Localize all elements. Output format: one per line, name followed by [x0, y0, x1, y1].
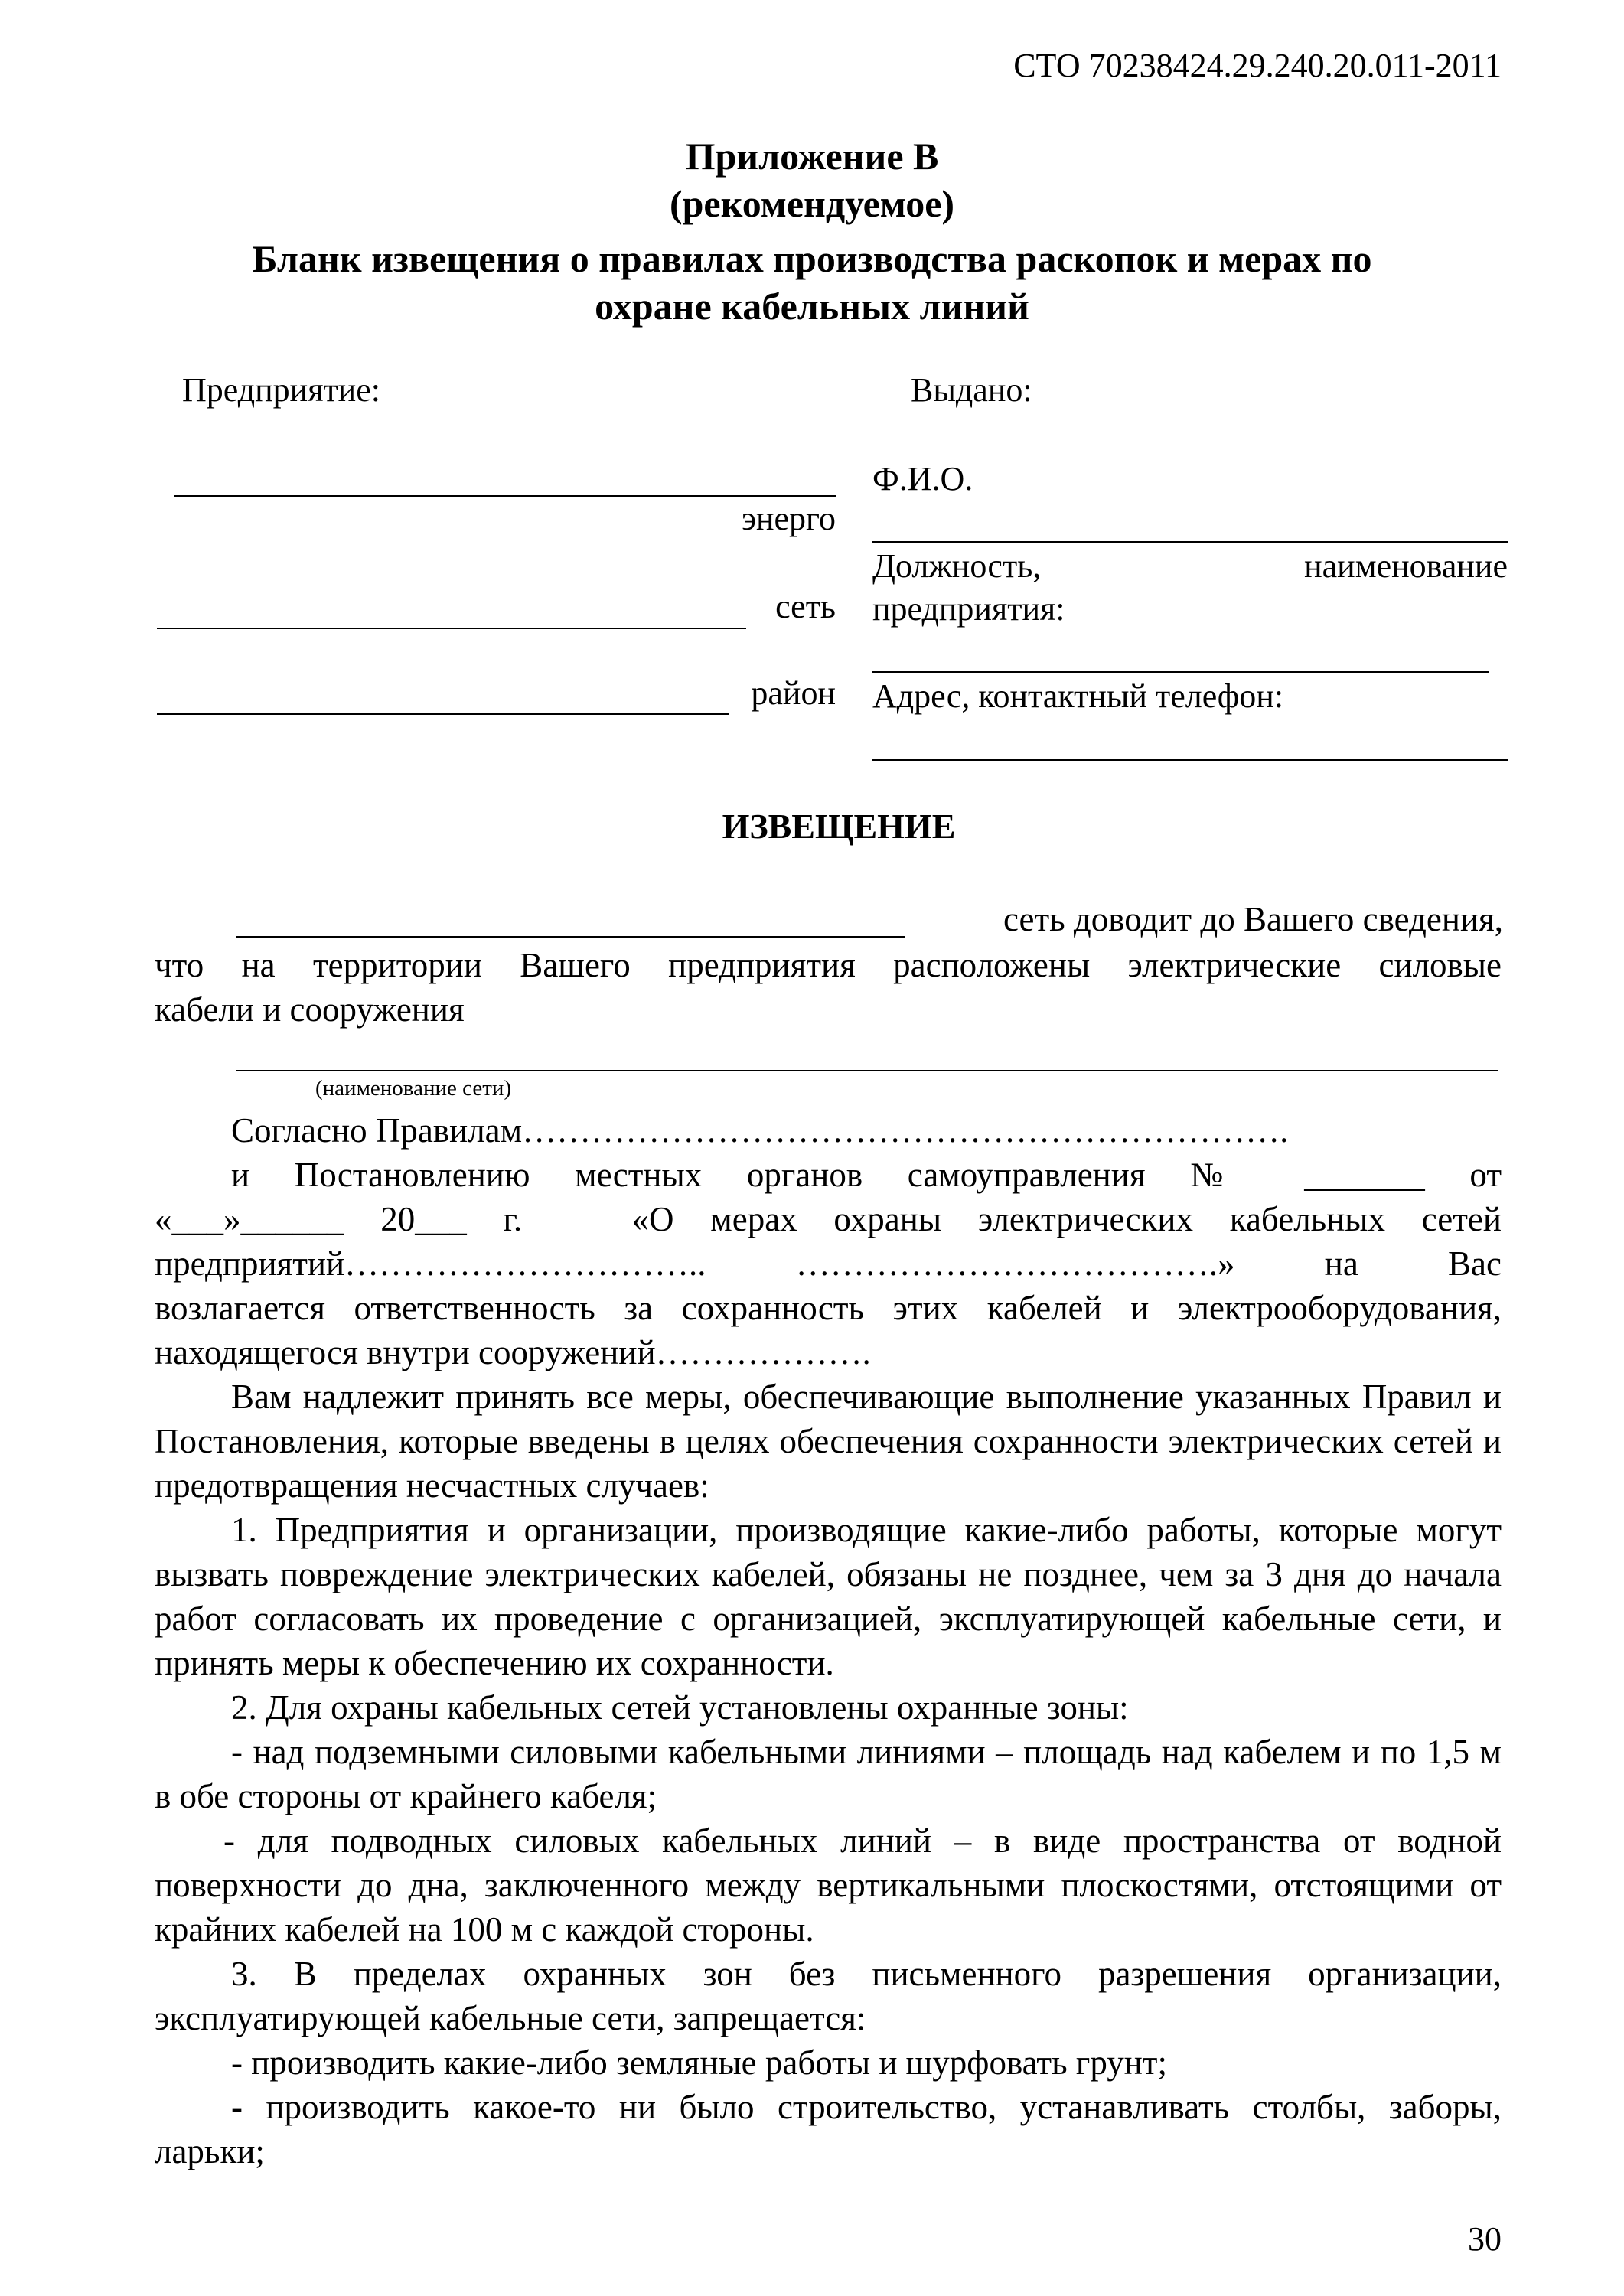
district-line: [157, 713, 729, 715]
energo-label: энерго: [742, 500, 836, 537]
document-code: СТО 70238424.29.240.20.011-2011: [1013, 47, 1502, 84]
item-1: 1. Предприятия и организации, производящие какие-либо работы, которые могут вызвать повреждение электрических кабелей, обязаны не позднее, чем за 3 дня до начала работ согласовать их проведение с организацией, эксплуатирующей кабельные сети, и принять меры к обеспечению их сохранности.: [155, 1511, 1502, 1682]
intro-end: сеть доводит до Вашего сведения,: [1003, 900, 1503, 938]
network-name-line-2: [236, 1070, 1498, 1071]
intro-line2: что на территории Вашего предприятия расположены электрические силовые: [155, 946, 1502, 984]
enterprise-label: Предприятие:: [182, 371, 380, 409]
decree-line5: находящегося внутри сооружений……………….: [155, 1333, 871, 1371]
item-3a: - производить какие-либо земляные работы и шурфовать грунт;: [231, 2043, 1167, 2082]
fio-line: [872, 541, 1508, 543]
district-label: район: [751, 674, 836, 712]
issued-label: Выдано:: [911, 371, 1032, 409]
appendix-title: Приложение В: [685, 135, 939, 178]
name-label: наименование: [1304, 547, 1508, 585]
form-title-line2: охране кабельных линий: [595, 285, 1029, 328]
set-label: сеть: [775, 588, 836, 625]
item-2b: - для подводных силовых кабельных линий – в виде пространства от водной поверхности до дна, заключенного между вертикальными плоскостями, отстоящими от крайних кабелей на 100 м с каждой стороны.: [155, 1821, 1502, 1949]
form-title-line1: Бланк извещения о правилах производства раскопок и мерах по: [252, 237, 1372, 280]
appendix-subtitle: (рекомендуемое): [669, 182, 955, 225]
item-3b: - производить какое-то ни было строительство, устанавливать столбы, заборы, ларьки;: [155, 2088, 1502, 2170]
item-2a: - над подземными силовыми кабельными линиями – площадь над кабелем и по 1,5 м в обе стороны от крайнего кабеля;: [155, 1733, 1502, 1815]
item-2: 2. Для охраны кабельных сетей установлены охранные зоны:: [231, 1688, 1129, 1727]
decree-line2: «___»______ 20___ г. «О мерах охраны электрических кабельных сетей: [155, 1200, 1502, 1238]
decree-line4: возлагается ответственность за сохранность этих кабелей и электрооборудования,: [155, 1289, 1502, 1327]
decree-line3: предприятий………………………….. ……………………………….» на Вас: [155, 1244, 1502, 1283]
network-caption: (наименование сети): [315, 1076, 512, 1101]
fio-label: Ф.И.О.: [872, 460, 973, 497]
enterprise-colon-label: предприятия:: [872, 590, 1065, 628]
page-number: 30: [1468, 2220, 1502, 2258]
intro-line3: кабели и сооружения: [155, 990, 465, 1029]
address-line: [872, 759, 1508, 761]
network-line: [157, 628, 746, 629]
enterprise-name-line: [174, 495, 836, 497]
must-paragraph: Вам надлежит принять все меры, обеспечивающие выполнение указанных Правил и Постановления, которые введены в целях обеспечения сохранности электрических сетей и предотвращения несчастных случаев:: [155, 1378, 1502, 1505]
item-3: 3. В пределах охранных зон без письменного разрешения организации, эксплуатирующей кабельные сети, запрещается:: [155, 1955, 1502, 2037]
decree-line1: и Постановлению местных органов самоуправления № _______ от: [231, 1156, 1502, 1194]
address-label: Адрес, контактный телефон:: [872, 677, 1284, 715]
rules-line: Согласно Правилам………………………………………………………….: [231, 1111, 1289, 1150]
network-name-line: [236, 936, 905, 938]
position-label: Должность,: [872, 547, 1042, 585]
position-line: [872, 671, 1489, 673]
notice-heading: ИЗВЕЩЕНИЕ: [722, 807, 956, 846]
